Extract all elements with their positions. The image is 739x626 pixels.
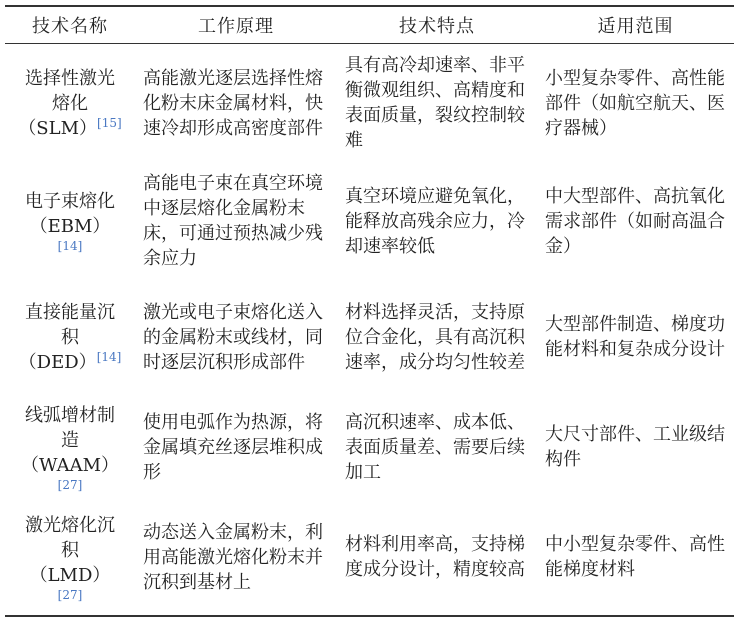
technology-name-cell (5, 499, 135, 616)
features-cell: 高沉积速率、成本低、表面质量差、需要后续加工 (345, 411, 525, 483)
technology-name-line: 造 (61, 429, 79, 451)
scope-cell: 大尺寸部件、工业级结构件 (545, 424, 725, 470)
citation-ref[interactable]: [14] (96, 349, 122, 364)
header-working-principle: 工作原理 (135, 6, 337, 43)
am-technology-table (5, 5, 734, 617)
header-technology-name: 技术名称 (5, 6, 135, 43)
table-row (5, 163, 734, 279)
header-row (5, 6, 734, 43)
table-body (5, 43, 734, 616)
header-application-scope: 适用范围 (537, 6, 734, 43)
table-row (5, 43, 734, 163)
technology-name-line: 激光熔化沉 (25, 514, 115, 536)
scope-cell: 大型部件制造、梯度功能材料和复杂成分设计 (545, 314, 725, 360)
technology-name-line: 电子束熔化 (25, 191, 115, 212)
technology-name-line: 熔化 (52, 92, 88, 114)
technology-abbr: （DED） (18, 351, 97, 373)
citation-ref[interactable]: [15] (97, 115, 122, 130)
technology-abbr: （WAAM） (20, 454, 120, 476)
table-header (5, 6, 734, 43)
citation-ref[interactable]: [27] (57, 587, 83, 602)
technology-abbr: （SLM） (18, 117, 98, 139)
technology-name-line: 直接能量沉 (25, 301, 115, 323)
technology-abbr-line (9, 116, 131, 141)
header-technical-features: 技术特点 (337, 6, 537, 43)
table-row (5, 395, 734, 499)
scope-cell: 中小型复杂零件、高性能梯度材料 (537, 499, 734, 616)
technology-name-line: 选择性激光 (25, 67, 115, 89)
principle-cell: 高能电子束在真空环境中逐层熔化金属粉末床，可通过预热减少残余应力 (143, 173, 323, 269)
principle-cell: 激光或电子束熔化送入的金属粉末或线材，同时逐层沉积形成部件 (143, 301, 323, 373)
scope-cell: 中大型部件、高抗氧化需求部件（如耐高温合金） (545, 185, 725, 257)
citation-ref[interactable]: [14] (57, 239, 83, 253)
technology-abbr: （EBM） (29, 216, 111, 237)
technology-name-line: 线弧增材制 (25, 404, 115, 426)
features-cell: 材料选择灵活，支持原位合金化，具有高沉积速率，成分均匀性较差 (345, 301, 525, 373)
technology-name-cell (5, 395, 135, 499)
principle-cell: 使用电弧作为热源，将金属填充丝逐层堆积成形 (143, 411, 323, 483)
technology-name-cell (5, 163, 135, 279)
technology-abbr-line (9, 350, 131, 375)
technology-name-cell (5, 279, 135, 395)
scope-cell: 小型复杂零件、高性能部件（如航空航天、医疗器械） (545, 67, 725, 139)
features-cell: 材料利用率高，支持梯度成分设计，精度较高 (337, 499, 537, 616)
features-cell: 具有高冷却速率、非平衡微观组织、高精度和表面质量，裂纹控制较难 (345, 55, 525, 152)
technology-name-line: 积 (61, 539, 79, 561)
features-cell: 真空环境应避免氧化，能释放高残余应力，冷却速率较低 (345, 185, 525, 257)
table-row (5, 499, 734, 616)
table-row (5, 279, 734, 395)
principle-cell: 动态送入金属粉末，利用高能激光熔化粉末并沉积到基材上 (135, 499, 337, 616)
technology-name-cell (5, 43, 135, 163)
citation-ref[interactable]: [27] (57, 477, 83, 492)
technology-name-line: 积 (61, 326, 79, 348)
principle-cell: 高能激光逐层选择性熔化粉末床金属材料，快速冷却形成高密度部件 (143, 67, 323, 139)
technology-abbr: （LMD） (29, 564, 111, 586)
